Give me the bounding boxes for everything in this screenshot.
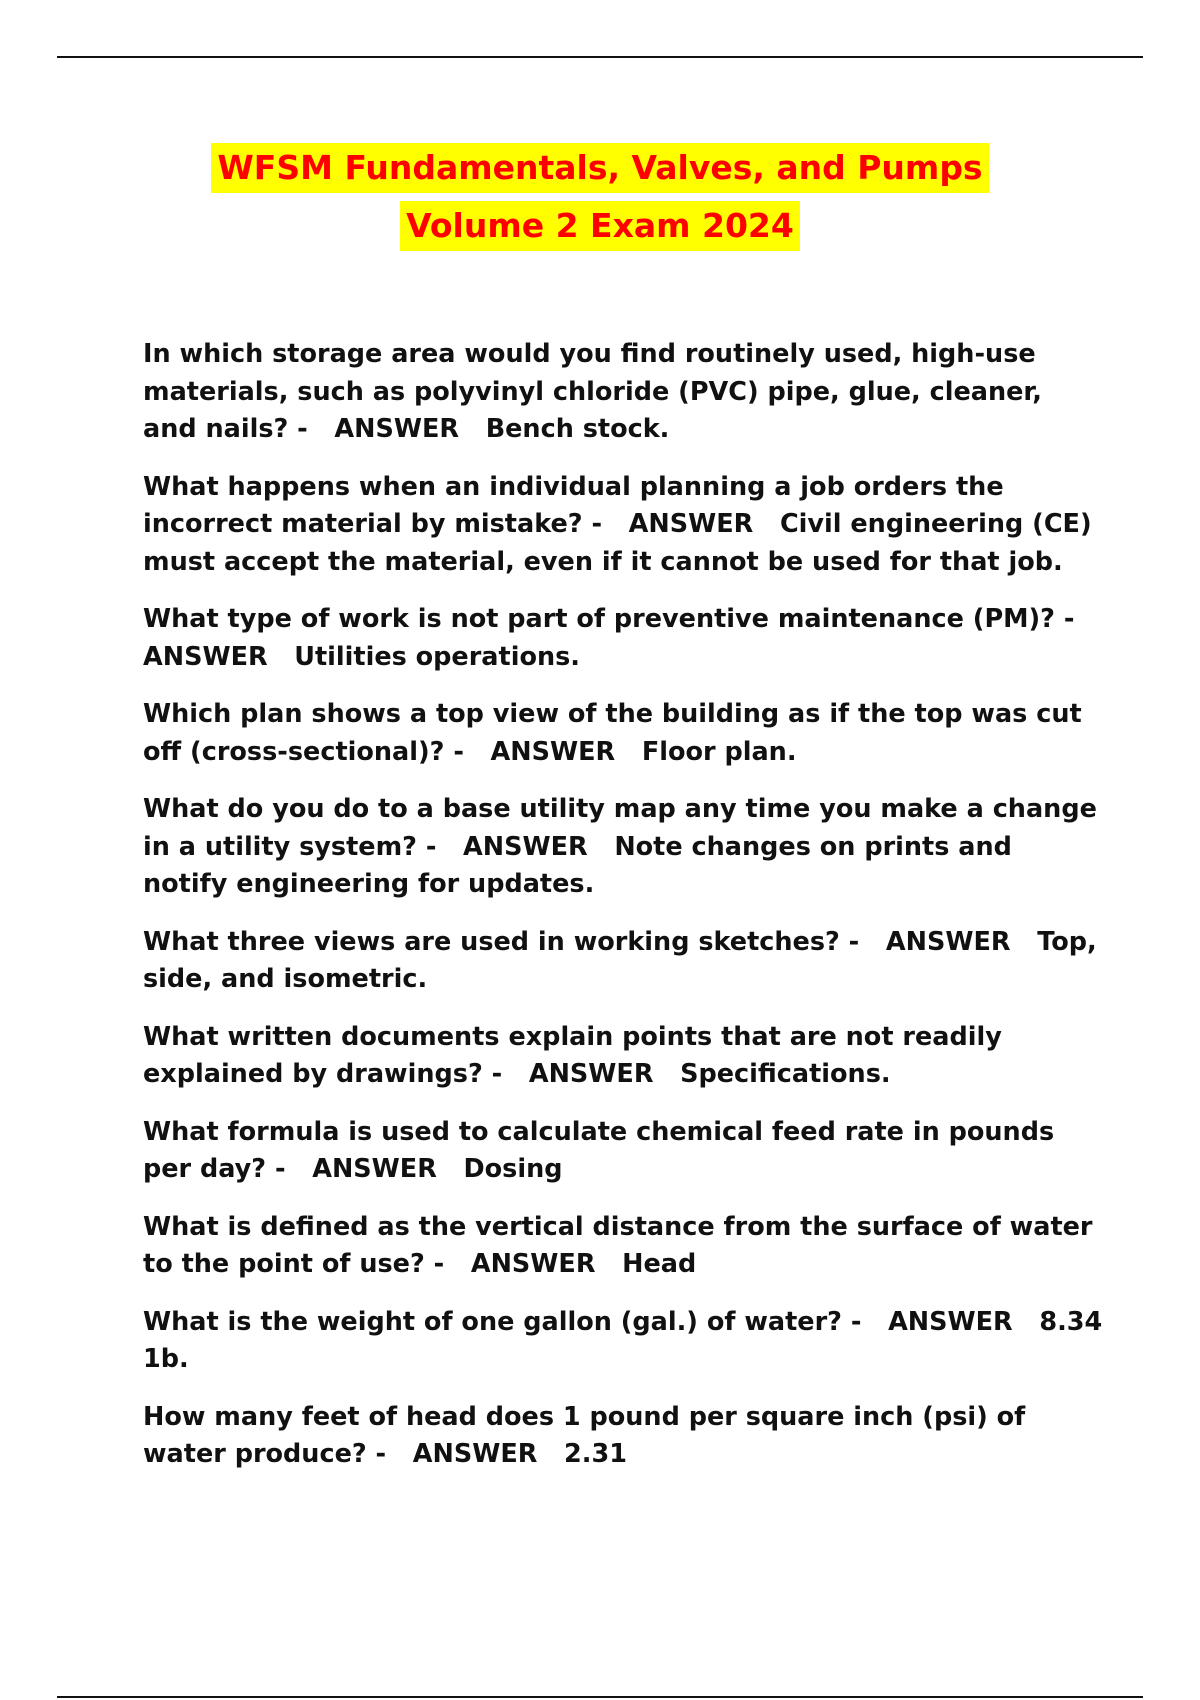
- answer-text: Head: [622, 1249, 697, 1279]
- answer-text: Note changes on prints and notify engineering for updates.: [143, 831, 1021, 899]
- answer-text: Utilities operations.: [294, 641, 580, 672]
- question-text: What three views are used in working sketches? -: [143, 926, 860, 957]
- qa-item-8: [143, 1114, 1103, 1189]
- question-text: What written documents explain points that are not readily explained by drawings? -: [143, 1021, 1011, 1089]
- question-text: How many feet of head does 1 pound per square inch (psi) of water produce? -: [143, 1401, 1035, 1469]
- answer-text: 8.34 1b.: [143, 1306, 1112, 1374]
- answer-text: Dosing: [463, 1154, 563, 1184]
- answer-text: Bench stock.: [485, 414, 670, 444]
- title-line-1: WFSM Fundamentals, Valves, and Pumps: [211, 143, 988, 193]
- question-text: Which plan shows a top view of the building as if the top was cut off (cross-sectional)? -: [143, 699, 1091, 767]
- qa-item-5: [143, 791, 1106, 904]
- answer-label: ANSWER: [528, 1059, 654, 1089]
- answer-label: ANSWER: [143, 641, 268, 672]
- qa-item-11: [143, 1399, 1103, 1474]
- answer-label: ANSWER: [412, 1439, 538, 1469]
- answer-text: Civil engineering (CE) must accept the material, even if it cannot be used for that job.: [143, 509, 1101, 577]
- question-text: What type of work is not part of preventive maintenance (PM)? -: [143, 604, 1075, 634]
- answer-label: ANSWER: [334, 414, 460, 444]
- answer-label: ANSWER: [628, 509, 754, 539]
- answer-label: ANSWER: [490, 736, 616, 767]
- title-line-2: Volume 2 Exam 2024: [400, 201, 800, 251]
- question-text: What formula is used to calculate chemical feed rate in pounds per day? -: [143, 1116, 1064, 1184]
- question-text: What is defined as the vertical distance from the surface of water to the point of use? -: [143, 1211, 1102, 1279]
- qa-item-2: [143, 469, 1103, 582]
- answer-label: ANSWER: [463, 831, 588, 862]
- answer-label: ANSWER: [312, 1154, 437, 1184]
- document-title: [0, 143, 1200, 259]
- qa-item-7: [143, 1019, 1103, 1094]
- top-rule: [57, 56, 1143, 58]
- answer-text: Top, side, and isometric.: [143, 926, 1106, 994]
- question-text: What happens when an individual planning a job orders the incorrect material by mistake? -: [143, 471, 1013, 539]
- question-text: What is the weight of one gallon (gal.) of water? -: [143, 1306, 862, 1337]
- qa-item-6: [143, 924, 1106, 999]
- answer-text: Floor plan.: [641, 736, 797, 767]
- answer-text: 2.31: [564, 1439, 627, 1469]
- answer-label: ANSWER: [888, 1306, 1013, 1337]
- qa-item-9: [143, 1209, 1103, 1284]
- bottom-rule: [57, 1696, 1143, 1698]
- qa-item-10: [143, 1304, 1112, 1379]
- answer-label: ANSWER: [885, 926, 1011, 957]
- qa-item-1: [143, 336, 1103, 449]
- answer-text: Specifications.: [680, 1059, 891, 1089]
- qa-item-4: [143, 696, 1103, 771]
- answer-label: ANSWER: [470, 1249, 596, 1279]
- question-text: What do you do to a base utility map any time you make a change in a utility system? -: [143, 794, 1106, 862]
- qa-list: [143, 336, 1112, 1494]
- qa-item-3: [143, 601, 1103, 676]
- question-text: In which storage area would you find routinely used, high-use materials, such as polyvinyl chloride (PVC) pipe, glue, cleaner, and nails? -: [143, 339, 1051, 444]
